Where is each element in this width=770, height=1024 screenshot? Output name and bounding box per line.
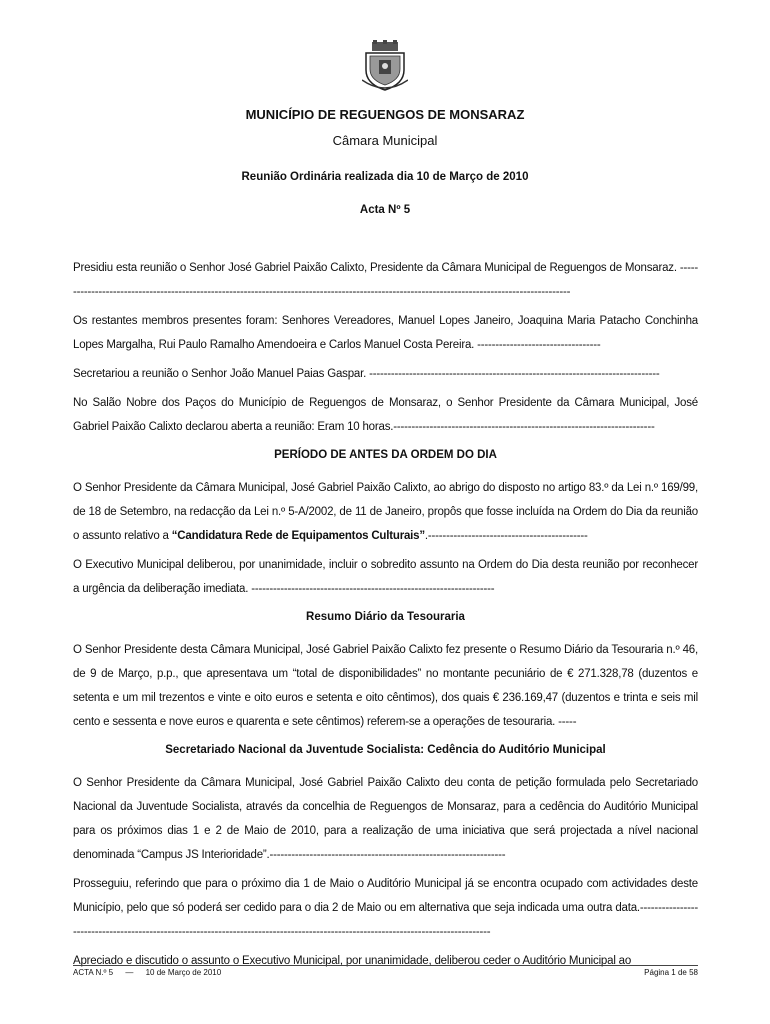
- paragraph-deliberation-auditorium: Apreciado e discutido o assunto o Executivo Municipal, por unanimidade, deliberou ceder o Auditório Municipal ao: [73, 955, 632, 967]
- paragraph-members: Os restantes membros presentes foram: Senhores Vereadores, Manuel Lopes Janeiro, Joaquina Maria Patacho Conchinha Lopes Margalha, Rui Paulo Ramalho Amendoeira e Carlos Manuel Costa Pereira. ----------------------------------: [73, 315, 698, 351]
- municipal-crest-icon: [362, 40, 408, 92]
- paragraph-secretary: Secretariou a reunião o Senhor João Manuel Paias Gaspar. --------------------------------------------------------------------------------: [73, 368, 660, 380]
- paragraph-opening: No Salão Nobre dos Paços do Município de Reguengos de Monsaraz, o Senhor Presidente da Câmara Municipal, José Gabriel Paixão Calixto declarou aberta a reunião: Eram 10 horas.------------------------------------------------------------------------: [73, 397, 698, 433]
- meeting-title: Reunião Ordinária realizada dia 10 de Março de 2010: [241, 171, 529, 183]
- section-heading-agenda: PERÍODO DE ANTES DA ORDEM DO DIA: [274, 449, 497, 461]
- chamber-subtitle: Câmara Municipal: [332, 133, 438, 148]
- proposal-subject: “Candidatura Rede de Equipamentos Culturais”: [171, 530, 425, 542]
- proposal-dashes: .--------------------------------------------: [424, 530, 588, 542]
- paragraph-continuation: Prosseguiu, referindo que para o próximo dia 1 de Maio o Auditório Municipal já se encontra ocupado com actividades deste Município, pelo que só poderá ser cedido para o dia 2 de Maio ou em alternativa que seja indicada uma outra data.-----------------------------------------------------------------------------------------------------------------------------------: [73, 878, 698, 938]
- municipality-title: MUNICÍPIO DE REGUENGOS DE MONSARAZ: [245, 107, 525, 122]
- footer-acta: ACTA N.º 5: [73, 968, 114, 977]
- footer-left: [73, 968, 231, 977]
- section-heading-youth: Secretariado Nacional da Juventude Socialista: Cedência do Auditório Municipal: [165, 744, 606, 756]
- paragraph-presidency: Presidiu esta reunião o Senhor José Gabriel Paixão Calixto, Presidente da Câmara Municipal de Reguengos de Monsaraz. ----------------------------------------------------------------------------------------------------------------------------------------------: [73, 262, 698, 298]
- acta-number: Acta Nº 5: [359, 204, 411, 216]
- footer-separator: —: [125, 968, 134, 977]
- paragraph-petition: O Senhor Presidente da Câmara Municipal, José Gabriel Paixão Calixto deu conta de petição formulada pelo Secretariado Nacional da Juventude Socialista, através da concelhia de Reguengos de Monsaraz, para a cedência do Auditório Municipal para os próximos dias 1 e 2 de Maio de 2010, para a realização de uma iniciativa que será projectada a nível nacional denominada “Campus JS Interioridade”.-----------------------------------------------------------------: [73, 777, 698, 861]
- paragraph-proposal: [73, 476, 698, 548]
- proposal-text: O Senhor Presidente da Câmara Municipal, José Gabriel Paixão Calixto, ao abrigo do disposto no artigo 83.º da Lei n.º 169/99, de 18 de Setembro, na redacção da Lei n.º 5-A/2002, de 11 de Janeiro, propôs que fosse incluída na Ordem do Dia da reunião o assunto relativo a: [73, 482, 698, 542]
- footer-page-number: Página 1 de 58: [644, 968, 698, 977]
- document-body: [73, 256, 698, 978]
- paragraph-treasury: O Senhor Presidente desta Câmara Municipal, José Gabriel Paixão Calixto fez presente o Resumo Diário da Tesouraria n.º 46, de 9 de Março, p.p., que apresentava um “total de disponibilidades” no montante pecuniário de € 271.328,78 (duzentos e setenta e um mil trezentos e vinte e oito euros e setenta e oito cêntimos), dos quais € 236.169,47 (duzentos e trinta e seis mil cento e sessenta e nove euros e quarenta e sete cêntimos) referem-se a operações de tesouraria. -----: [73, 644, 698, 728]
- section-heading-treasury: Resumo Diário da Tesouraria: [306, 611, 465, 623]
- paragraph-deliberation: O Executivo Municipal deliberou, por unanimidade, incluir o sobredito assunto na Ordem do Dia desta reunião por reconhecer a urgência da deliberação imediata. -------------------------------------------------------------------: [73, 559, 698, 595]
- page-footer: [73, 965, 698, 977]
- footer-date: 10 de Março de 2010: [145, 968, 222, 977]
